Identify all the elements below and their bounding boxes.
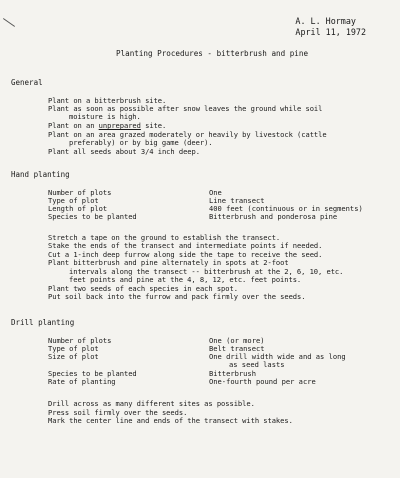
hand-step-2: Stake the ends of the transect and intermediate points if needed.: [48, 241, 323, 250]
drill-value-2: Belt transect: [209, 344, 265, 353]
document-title: Planting Procedures - bitterbrush and pine: [116, 49, 309, 58]
drill-value-3: One drill width wide and as long: [209, 352, 346, 361]
hand-value-3: 400 feet (continuous or in segments): [209, 204, 363, 213]
drill-label-6: Rate of planting: [48, 377, 116, 386]
section-heading-hand: Hand planting: [11, 170, 70, 179]
hand-step-1: Stretch a tape on the ground to establish the transect.: [48, 233, 281, 242]
drill-label-3: Size of plot: [48, 352, 99, 361]
hand-value-2: Line transect: [209, 196, 265, 205]
drill-label-1: Number of plots: [48, 336, 112, 345]
hand-label-2: Type of plot: [48, 196, 99, 205]
hand-step-4: Plant bitterbrush and pine alternately in spots at 2-foot: [48, 258, 289, 267]
general-line-1: Plant on a bitterbrush site.: [48, 96, 167, 105]
hand-value-4: Bitterbrush and ponderosa pine: [209, 212, 338, 221]
hand-value-1: One: [209, 188, 222, 197]
document-date: April 11, 1972: [295, 27, 366, 37]
hand-step-6: feet points and pine at the 4, 8, 12, etc. feet points.: [69, 275, 302, 284]
general-line-6: preferably) or by big game (deer).: [69, 138, 213, 147]
drill-label-2: Type of plot: [48, 344, 99, 353]
author-name: A. L. Hormay: [295, 16, 356, 26]
general-line-5: Plant on an area grazed moderately or heavily by livestock (cattle: [48, 130, 327, 139]
hand-label-1: Number of plots: [48, 188, 112, 197]
margin-mark: [3, 18, 15, 27]
drill-step-2: Press soil firmly over the seeds.: [48, 408, 188, 417]
drill-value-1: One (or more): [209, 336, 265, 345]
drill-step-1: Drill across as many different sites as possible.: [48, 399, 255, 408]
hand-label-4: Species to be planted: [48, 212, 137, 221]
hand-step-3: Cut a 1-inch deep furrow along side the tape to receive the seed.: [48, 250, 323, 259]
section-heading-general: General: [11, 78, 43, 87]
author-block: [295, 16, 366, 38]
drill-value-3-cont: as seed lasts: [229, 360, 285, 369]
drill-step-3: Mark the center line and ends of the transect with stakes.: [48, 416, 293, 425]
hand-step-8: Put soil back into the furrow and pack firmly over the seeds.: [48, 292, 306, 301]
drill-value-5: Bitterbrush: [209, 369, 256, 378]
general-line-3: moisture is high.: [69, 112, 141, 121]
hand-step-5: intervals along the transect -- bitterbrush at the 2, 6, 10, etc.: [69, 267, 344, 276]
section-heading-drill: Drill planting: [11, 318, 75, 327]
drill-value-6: One-fourth pound per acre: [209, 377, 316, 386]
hand-label-3: Length of plot: [48, 204, 108, 213]
general-line-4: Plant on an unprepared site.: [48, 121, 167, 130]
drill-label-5: Species to be planted: [48, 369, 137, 378]
hand-step-7: Plant two seeds of each species in each spot.: [48, 284, 238, 293]
general-line-2: Plant as soon as possible after snow leaves the ground while soil: [48, 104, 323, 113]
underlined-word: unprepared: [98, 121, 141, 130]
general-line-7: Plant all seeds about 3/4 inch deep.: [48, 147, 200, 156]
